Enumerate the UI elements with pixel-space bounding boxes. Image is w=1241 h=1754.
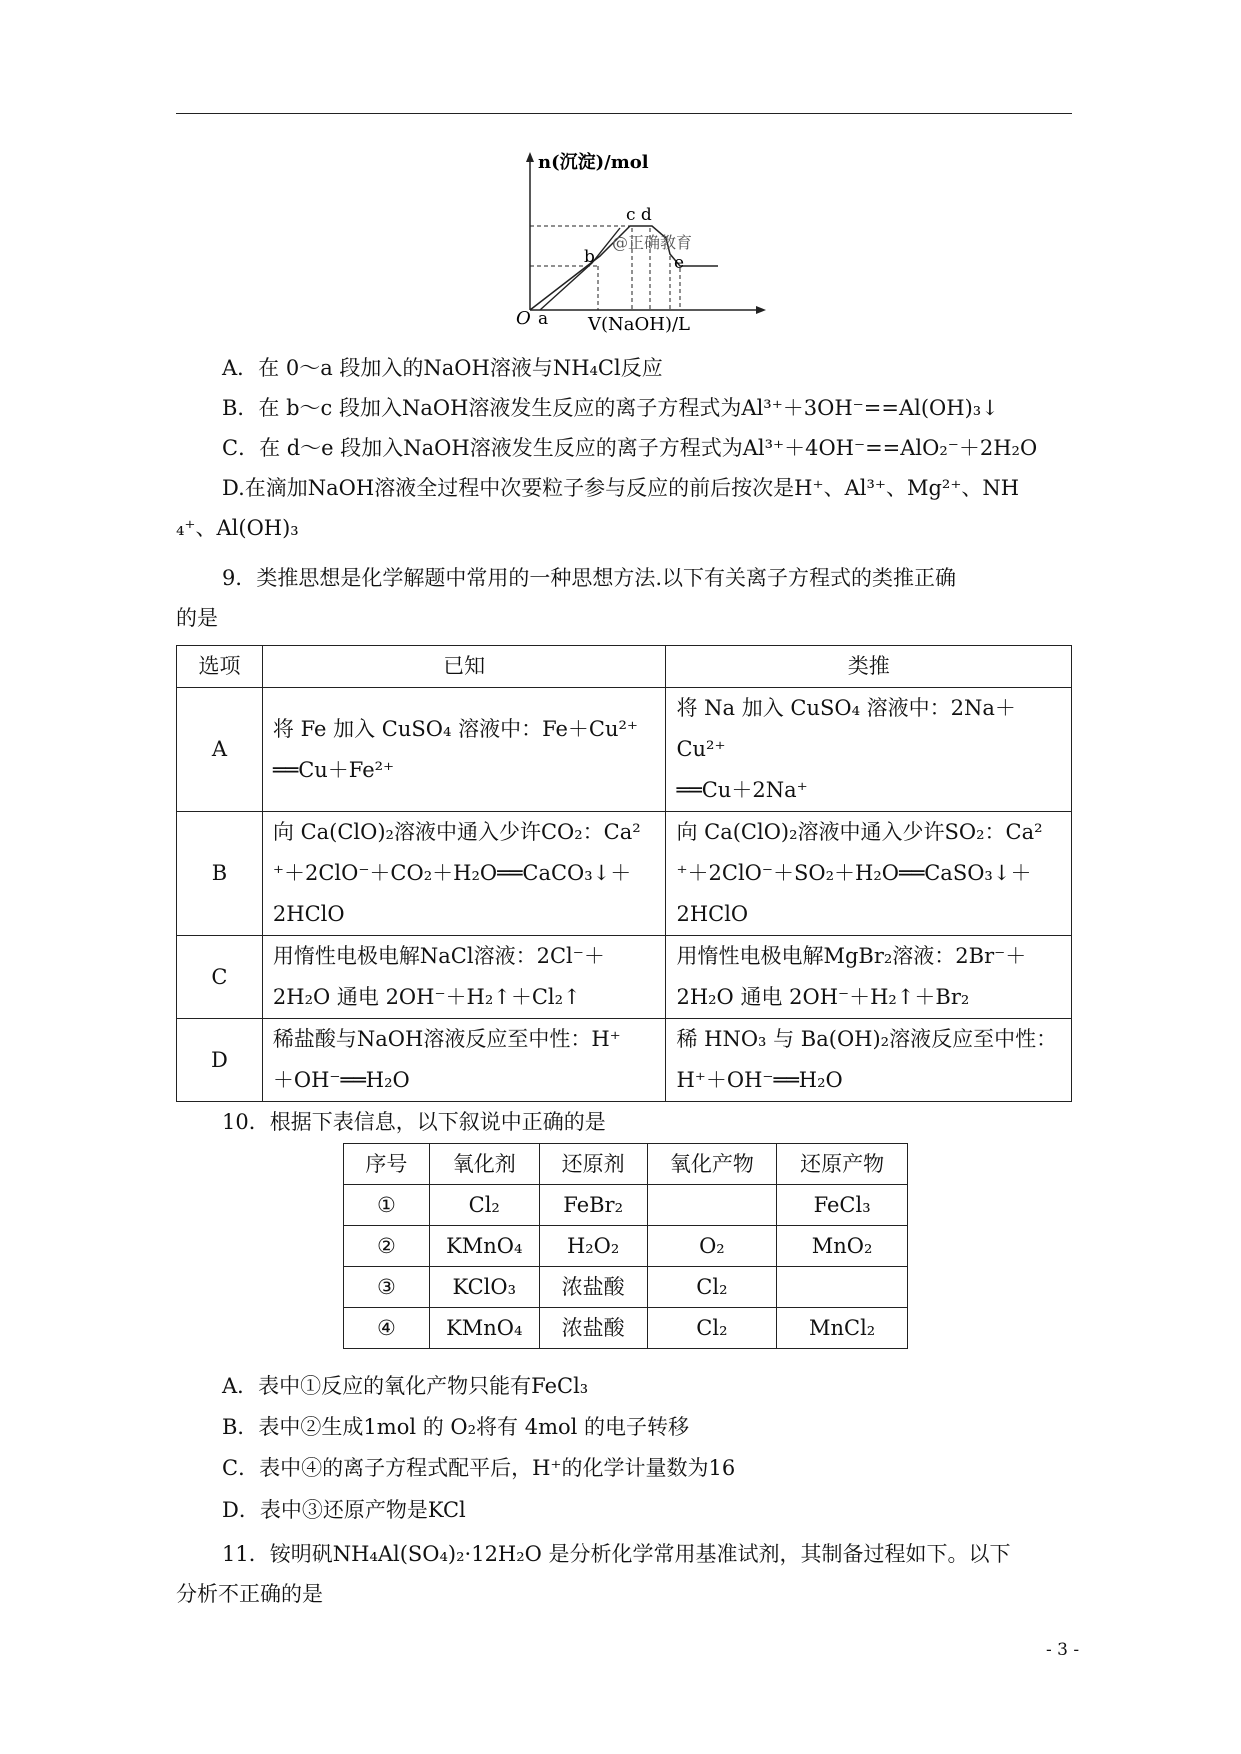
option-cell: B xyxy=(177,812,263,936)
q8-option-d-line1: D.在滴加NaOH溶液全过程中次要粒子参与反应的前后按次是H⁺、Al³⁺、Mg²⁺、NH xyxy=(222,476,1020,500)
x-axis-arrow xyxy=(756,306,766,314)
known-cell: 用惰性电极电解NaCl溶液：2Cl⁻＋ 2H₂O 通电 2OH⁻＋H₂↑＋Cl₂↑ xyxy=(262,936,666,1019)
q8-option-a: A．在 0～a 段加入的NaOH溶液与NH₄Cl反应 xyxy=(222,356,663,380)
option-cell: A xyxy=(177,688,263,812)
table-header: 类推 xyxy=(666,646,1072,688)
option-cell: D xyxy=(177,1019,263,1102)
page-number: - 3 - xyxy=(1046,1640,1080,1660)
q9-stem-line2: 的是 xyxy=(176,606,218,630)
infer-cell: 向 Ca(ClO)₂溶液中通入少许SO₂：Ca² ⁺＋2ClO⁻＋SO₂＋H₂O══CaSO₃↓＋ 2HClO xyxy=(666,812,1072,936)
q10-option-b: B．表中②生成1mol 的 O₂将有 4mol 的电子转移 xyxy=(222,1415,690,1439)
point-a: a xyxy=(538,309,549,329)
q10-table xyxy=(343,1143,908,1349)
q10-option-d: D．表中③还原产物是KCl xyxy=(222,1498,466,1522)
table-row: ① Cl₂ FeBr₂ FeCl₃ xyxy=(344,1185,908,1226)
table-header: 选项 xyxy=(177,646,263,688)
q10-stem: 10．根据下表信息，以下叙说中正确的是 xyxy=(222,1110,606,1134)
known-cell: 将 Fe 加入 CuSO₄ 溶液中：Fe＋Cu²⁺ ══Cu＋Fe²⁺ xyxy=(262,688,666,812)
known-cell: 稀盐酸与NaOH溶液反应至中性：H⁺ ＋OH⁻══H₂O xyxy=(262,1019,666,1102)
y-axis-arrow xyxy=(526,152,534,162)
q8-option-d-line2: ₄⁺、Al(OH)₃ xyxy=(176,516,299,540)
point-cd: c d xyxy=(626,205,652,225)
point-e: e xyxy=(674,253,685,273)
origin-label: O xyxy=(516,308,531,329)
precipitate-graph xyxy=(480,148,780,338)
q11-stem-line1: 11．铵明矾NH₄Al(SO₄)₂·12H₂O 是分析化学常用基准试剂，其制备过程如下。以下 xyxy=(222,1542,1011,1566)
header-rule xyxy=(176,113,1072,114)
q9-stem-line1: 9．类推思想是化学解题中常用的一种思想方法.以下有关离子方程式的类推正确 xyxy=(222,566,957,590)
infer-cell: 用惰性电极电解MgBr₂溶液：2Br⁻＋ 2H₂O 通电 2OH⁻＋H₂↑＋Br₂ xyxy=(666,936,1072,1019)
table-header-row xyxy=(177,646,1072,688)
infer-cell: 将 Na 加入 CuSO₄ 溶液中：2Na＋Cu²⁺ ══Cu＋2Na⁺ xyxy=(666,688,1072,812)
q10-option-c: C．表中④的离子方程式配平后，H⁺的化学计量数为16 xyxy=(222,1456,736,1480)
table-header: 氧化剂 xyxy=(429,1144,539,1185)
table-row xyxy=(177,812,1072,936)
x-axis-label: V(NaOH)/L xyxy=(588,314,690,335)
table-row: ② KMnO₄ H₂O₂ O₂ MnO₂ xyxy=(344,1226,908,1267)
q9-table xyxy=(176,645,1072,1102)
q11-stem-line2: 分析不正确的是 xyxy=(176,1582,323,1606)
table-header: 已知 xyxy=(262,646,666,688)
point-b: b xyxy=(584,247,595,267)
table-row: ③ KClO₃ 浓盐酸 Cl₂ xyxy=(344,1267,908,1308)
table-row xyxy=(177,1019,1072,1102)
table-row: ④ KMnO₄ 浓盐酸 Cl₂ MnCl₂ xyxy=(344,1308,908,1349)
table-header: 还原产物 xyxy=(777,1144,908,1185)
y-axis-label: n(沉淀)/mol xyxy=(538,152,649,173)
watermark: @正确教育 xyxy=(612,233,693,252)
q10-option-a: A．表中①反应的氧化产物只能有FeCl₃ xyxy=(222,1374,589,1398)
q8-option-c: C．在 d～e 段加入NaOH溶液发生反应的离子方程式为Al³⁺＋4OH⁻==AlO₂⁻＋2H₂O xyxy=(222,436,1038,460)
table-header: 序号 xyxy=(344,1144,430,1185)
table-header: 还原剂 xyxy=(539,1144,647,1185)
table-header-row xyxy=(344,1144,908,1185)
infer-cell: 稀 HNO₃ 与 Ba(OH)₂溶液反应至中性： H⁺＋OH⁻══H₂O xyxy=(666,1019,1072,1102)
option-cell: C xyxy=(177,936,263,1019)
known-cell: 向 Ca(ClO)₂溶液中通入少许CO₂：Ca² ⁺＋2ClO⁻＋CO₂＋H₂O══CaCO₃↓＋ 2HClO xyxy=(262,812,666,936)
table-row xyxy=(177,936,1072,1019)
q8-option-b: B．在 b～c 段加入NaOH溶液发生反应的离子方程式为Al³⁺＋3OH⁻==Al(OH)₃↓ xyxy=(222,396,999,420)
table-header: 氧化产物 xyxy=(647,1144,777,1185)
table-row xyxy=(177,688,1072,812)
